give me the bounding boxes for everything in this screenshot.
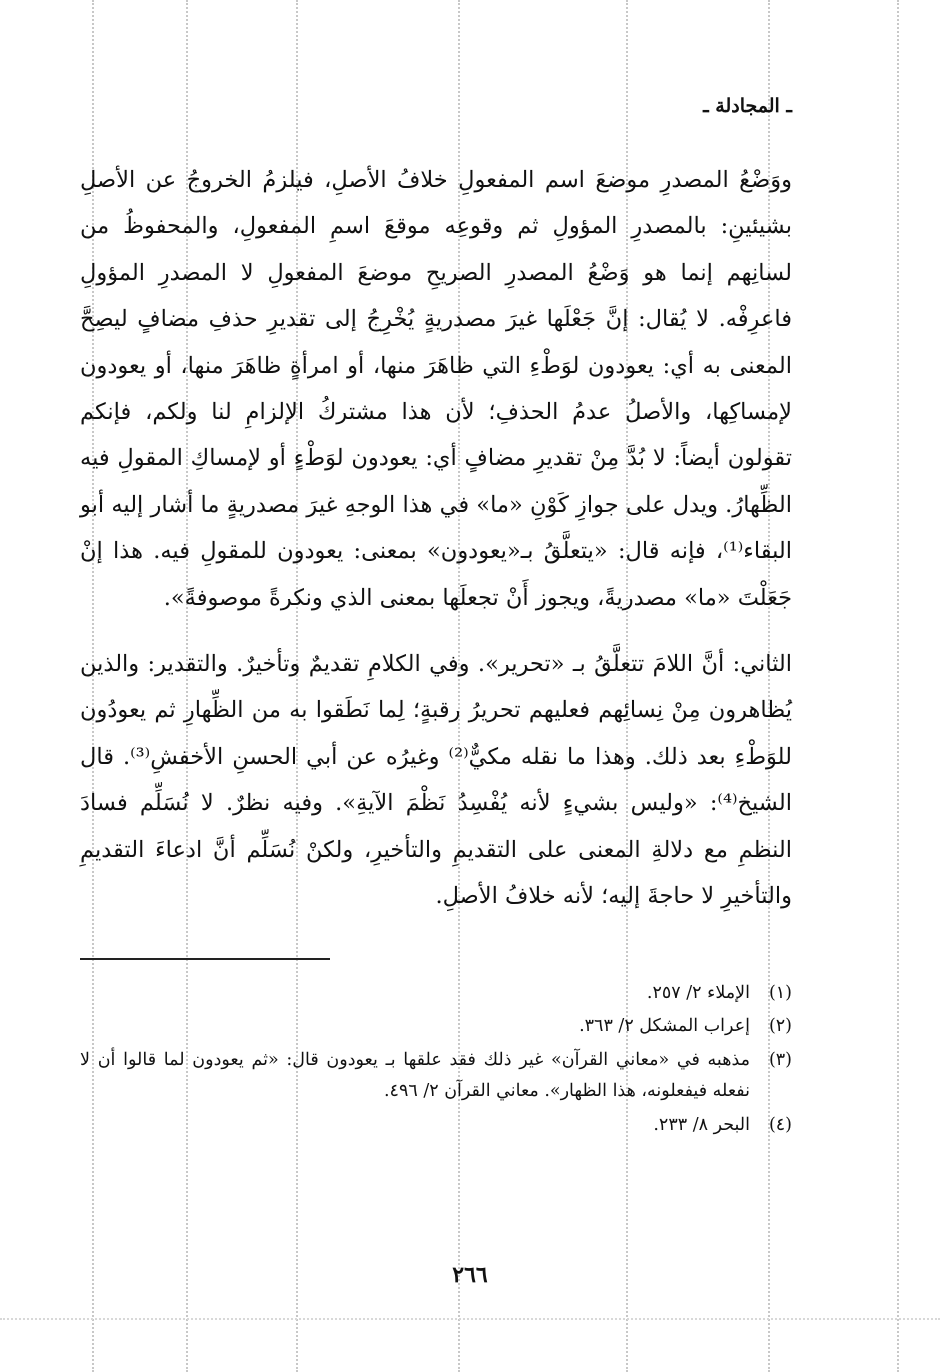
footnote-number: (١) bbox=[768, 982, 792, 1003]
footnote-separator bbox=[80, 958, 330, 960]
footnote-text: إعراب المشكل ٢/ ٣٦٣. bbox=[579, 1016, 750, 1036]
footnote bbox=[80, 1045, 792, 1108]
footnote-number: (٢) bbox=[768, 1016, 792, 1036]
footnote-text: الإملاء ٢/ ٢٥٧. bbox=[646, 982, 750, 1003]
body-paragraph: ووَضْعُ المصدرِ موضعَ اسم المفعولِ خلافُ الأصلِ، فيلزمُ الخروجُ عن الأصلِ بشيئينِ: بالمصدرِ المؤولِ ثم وقوعِه موقعَ اسمِ المفعولِ، والمحفوظُ من لسانِهم إنما هو وَضْعُ المصدرِ الصريحِ موضعَ المفعولِ لا المصدرِ المؤولِ فاعرِفْه. لا يُقال: إنَّ جَعْلَها غيرَ مصدريةٍ يُخْرِجُ إلى تقديرِ حذفِ مضافٍ ليصِحَّ المعنى به أي: يعودون لوَطْءِ التي ظاهَرَ منها، أو امرأةٍ ظاهَرَ منها، أو يعودون لإمساكِها، والأصلُ عدمُ الحذفِ؛ لأن هذا مشتركُ الإلزامِ لنا ولكم، فإنكم تقولون أيضاً: لا بُدَّ مِنْ تقديرِ مضافٍ أي: يعودون لوَطْءٍ أو لإمساكِ المقولِ فيه الظِّهارُ. ويدل على جوازِ كَوْنِ «ما» في هذا الوجهِ غيرَ مصدريةٍ ما أشار إليه أبو البقاء⁽¹⁾، فإنه قال: «يتعلَّقُ بـ«يعودون» بمعنى: يعودون للمقولِ فيه. هذا إنْ جَعَلْتَ «ما» مصدريةً، ويجوز أَنْ تجعلَها بمعنى الذي ونكرةً موصوفةً». bbox=[80, 167, 792, 611]
body-paragraph: الثاني: أنَّ اللامَ تتعلَّقُ بـ «تحرير». وفي الكلامِ تقديمٌ وتأخيرٌ. والتقدير: والذين يُظاهرون مِنْ نِسائِهم فعليهم تحريرُ رقبةٍ؛ لِما نَطَقوا به من الظِّهارِ ثم يعودُون للوَطْءِ بعد ذلك. وهذا ما نقله مكيٌّ⁽²⁾ وغيرُه عن أبي الحسنِ الأخفشِ⁽³⁾. قال الشيخ⁽⁴⁾: «وليس بشيءٍ لأنه يُفْسِدُ نَظْمَ الآيةِ». وفيه نظرٌ. لا نُسَلِّم فسادَ النظمِ مع دلالةِ المعنى على التقديمِ والتأخيرِ، ولكنْ نُسَلِّم أنَّ ادعاءَ التقديمِ والتأخيرِ لا حاجةَ إليه؛ لأنه خلافُ الأصلِ. bbox=[80, 651, 792, 910]
scan-guide-line bbox=[0, 1318, 940, 1320]
page-number: ٢٦٦ bbox=[452, 1262, 488, 1288]
footnote-text: البحر ٨/ ٢٣٣. bbox=[653, 1114, 750, 1135]
scan-guide-line bbox=[897, 0, 899, 1372]
footnotes bbox=[80, 978, 792, 1142]
footnote bbox=[80, 1110, 792, 1142]
running-header: ـ المجادلة ـ bbox=[703, 95, 792, 117]
footnote bbox=[80, 978, 792, 1010]
footnote-text: مذهبه في «معاني القرآن» غير ذلك فقد علقها بـ يعودون قال: «ثم يعودون لما قالوا أن لا نفعله فيفعلونه، هذا الظهار». معاني القرآن ٢/ ٤٩٦. bbox=[80, 1049, 750, 1101]
footnote-number: (٤) bbox=[768, 1114, 792, 1135]
footnote-number: (٣) bbox=[768, 1049, 792, 1070]
footnote bbox=[80, 1011, 792, 1043]
document-page bbox=[80, 95, 792, 1143]
